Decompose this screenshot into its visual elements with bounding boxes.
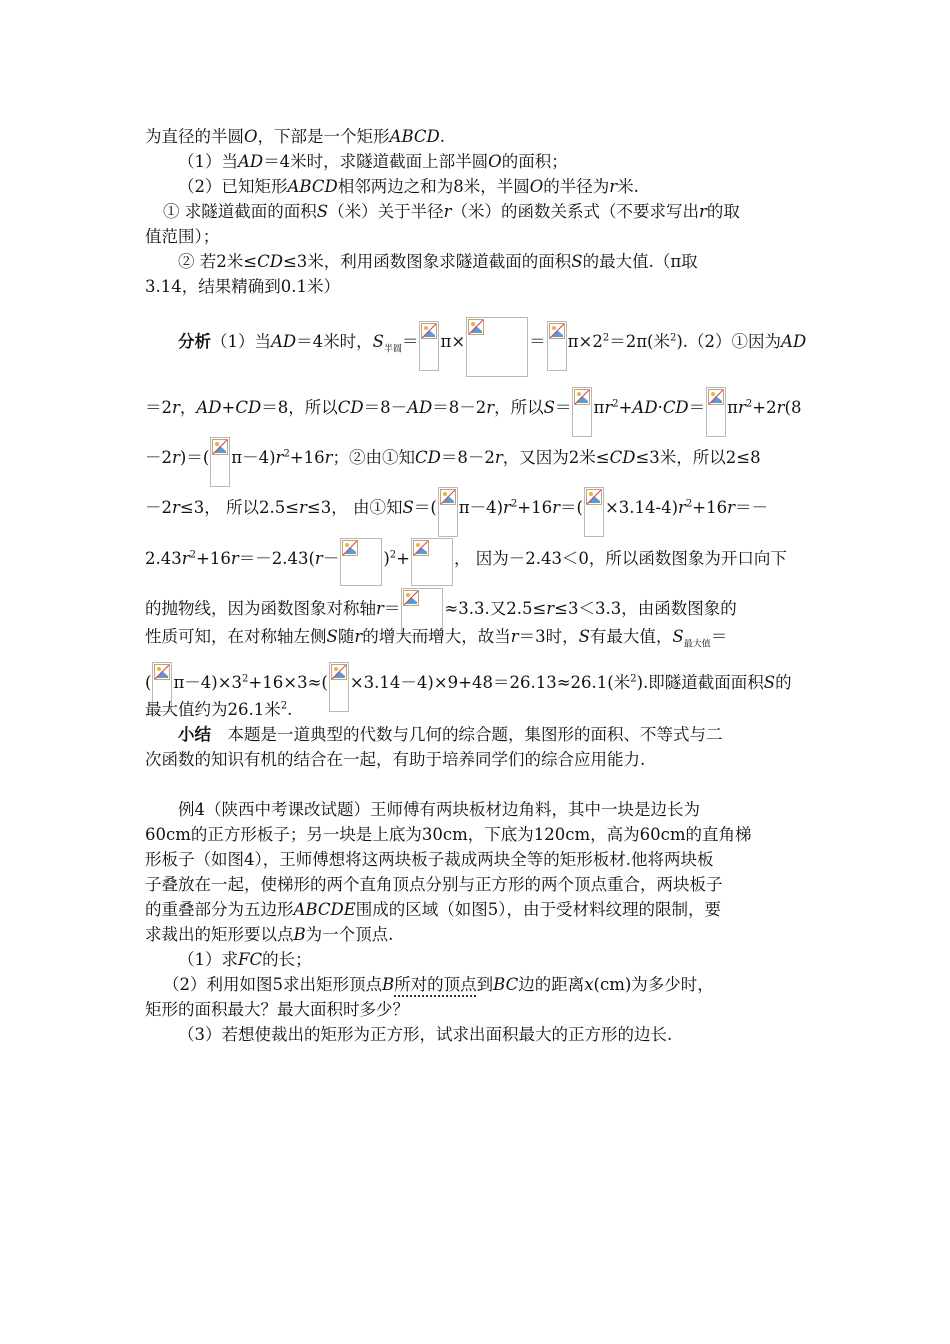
text-line: ① 求隧道截面的面积S（米）关于半径r（米）的函数关系式（不要求写出r的取 bbox=[163, 202, 740, 221]
analysis-line: 性质可知，在对称轴左侧S随r的增大而增大，故当r＝3时，S有最大值，$S_{最大值}=$ bbox=[145, 627, 728, 650]
text-line: ② 若2米≤CD≤3米，利用函数图象求隧道截面的面积S的最大值.（π取 bbox=[178, 252, 698, 271]
broken-image-icon bbox=[340, 538, 382, 586]
question-line: （3）若想使裁出的矩形为正方形，试求出面积最大的正方形的边长. bbox=[178, 1025, 673, 1044]
text-line: 值范围）； bbox=[145, 227, 220, 246]
broken-image-icon bbox=[466, 317, 528, 377]
analysis-line: －2r)＝( $\pi-4)r^2+16r$；②由①知CD＝8－2r，又因为2米≤CD≤3米，所以2≤8 bbox=[145, 437, 761, 487]
broken-image-icon bbox=[584, 487, 604, 537]
text-line: 3.14，结果精确到0.1米） bbox=[145, 277, 340, 296]
analysis-line: 的抛物线，因为函数图象对称轴r＝ ≈3.3.又2.5≤r≤3＜3.3，由函数图象的 bbox=[145, 588, 737, 636]
example-line: 例4（陕西中考课改试题）王师傅有两块板材边角料，其中一块是边长为 bbox=[178, 800, 700, 819]
summary-label: 小结 bbox=[178, 725, 211, 744]
broken-image-icon bbox=[572, 387, 592, 437]
example-line: 形板子（如图4），王师傅想将这两块板子裁成两块全等的矩形板材.他将两块板 bbox=[145, 850, 714, 869]
text-line: 为直径的半圆O，下部是一个矩形ABCD. bbox=[145, 127, 445, 146]
text-line: （1）当AD＝4米时，求隧道截面上部半圆O的面积； bbox=[178, 152, 568, 171]
summary-line: 次函数的知识有机的结合在一起，有助于培养同学们的综合应用能力. bbox=[145, 750, 646, 769]
summary-line: 小结 本题是一道典型的代数与几何的综合题，集图形的面积、不等式与二 bbox=[178, 725, 723, 744]
question-line: 矩形的面积最大？最大面积时多少？ bbox=[145, 1000, 409, 1019]
example-line: 60cm的正方形板子；另一块是上底为30cm，下底为120cm，高为60cm的直角梯 bbox=[145, 825, 752, 844]
analysis-line: ＝2r，AD+CD＝8，所以CD＝8－AD＝8－2r，所以S＝ $\pi r^2+AD\cdot CD=$ $\pi r^2+2r(8$ bbox=[145, 387, 801, 437]
broken-image-icon bbox=[547, 321, 567, 371]
broken-image-icon bbox=[411, 538, 453, 586]
analysis-line: ( $\pi-4)\times 3^2+16\times 3\approx$( ×3.14－4)×9+48＝26.13≈26.1(米$^2$).即隧道截面面积S的 bbox=[145, 662, 792, 712]
broken-image-icon bbox=[210, 437, 230, 487]
example-line: 子叠放在一起，使梯形的两个直角顶点分别与正方形的两个顶点重合，两块板子 bbox=[145, 875, 723, 894]
example-line: 的重叠部分为五边形ABCDE围成的区域（如图5），由于受材料纹理的限制，要 bbox=[145, 900, 721, 919]
text-line: （2）已知矩形ABCD相邻两边之和为8米，半圆O的半径为r米. bbox=[178, 177, 639, 196]
analysis-line: $2.43r^2+16r=-2.43(r-$ )$^2$+ ， 因为－2.43＜0，所以函数图象为开口向下 bbox=[145, 538, 787, 586]
example-line: 求裁出的矩形要以点B为一个顶点. bbox=[145, 925, 394, 944]
question-line: （2）利用如图5求出矩形顶点B所对的顶点到BC边的距离x(cm)为多少时， bbox=[163, 975, 714, 994]
broken-image-icon bbox=[438, 487, 458, 537]
analysis-line: 最大值约为26.1米$^2$. bbox=[145, 700, 293, 719]
broken-image-icon bbox=[706, 387, 726, 437]
analysis-line: －2r≤3， 所以2.5≤r≤3， 由①知S＝( $\pi-4)r^2+16r=$( $\times 3.14-4)r^2+16r=-$ bbox=[145, 487, 768, 537]
question-line: （1）求FC的长； bbox=[178, 950, 312, 969]
analysis-line: 分析（1）当AD＝4米时，$S_{半圆}=$ π× ＝ $\pi\times 2^2=2\pi$(米$^2$).（2）①因为AD bbox=[178, 317, 806, 377]
broken-image-icon bbox=[329, 662, 349, 712]
broken-image-icon bbox=[419, 321, 439, 371]
analysis-label: 分析 bbox=[178, 332, 211, 351]
